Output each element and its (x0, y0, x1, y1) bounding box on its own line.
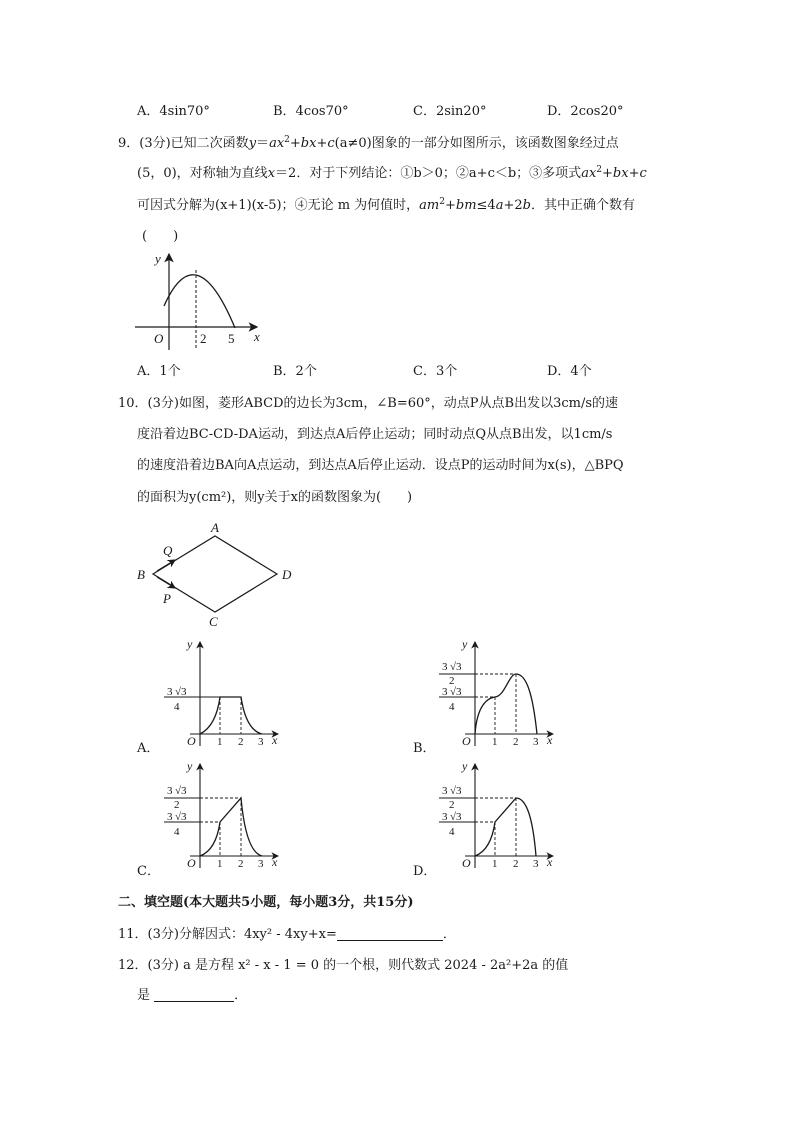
svg-text:√3: √3 (450, 661, 462, 673)
svg-text:y: y (462, 637, 468, 651)
q10-vertex-b: B (137, 567, 145, 582)
q10-p-arrow (157, 577, 175, 588)
svg-text:3: 3 (167, 686, 173, 698)
q9-label-o: O (154, 331, 164, 346)
svg-text:2: 2 (513, 858, 519, 870)
svg-text:4: 4 (449, 701, 455, 713)
q9-line-2: (5，0)，对称轴为直线x＝2．对于下列结论：①b＞0；②a+c＜b；③多项式$ax^2+bx+c$ (137, 165, 647, 181)
q10-graph-c (160, 758, 290, 870)
svg-text:3: 3 (442, 811, 448, 823)
q9-parabola-graph (135, 250, 270, 350)
q10-option-c: C． (137, 864, 160, 879)
q9-prefix: 9．(3分)已知二次函数 (118, 136, 249, 151)
svg-text:O: O (187, 734, 196, 748)
svg-text:x: x (547, 855, 553, 869)
svg-text:x: x (272, 733, 278, 747)
q10-option-a: A． (137, 741, 160, 756)
svg-text:O: O (187, 856, 196, 870)
svg-text:3: 3 (258, 858, 264, 870)
svg-text:2: 2 (238, 858, 244, 870)
q9-label-y: y (155, 251, 161, 266)
q10-line-3: 的速度沿着边BA向A点运动，到达点A后停止运动．设点P的运动时间为x(s)，△BPQ (137, 458, 624, 473)
q11-line (118, 925, 456, 945)
q9-line-3-b: ．其中正确个数有 (530, 198, 635, 213)
q9-line-2-b: ．对于下列结论： (296, 166, 401, 181)
svg-text:4: 4 (449, 826, 455, 838)
q12-end: ． (234, 988, 248, 1003)
q10-line-1: 10．(3分)如图，菱形ABCD的边长为3cm，∠B=60°，动点P从点B出发以3cm/s的速 (118, 396, 618, 411)
q10-graph-b (435, 636, 565, 748)
q9-line-3: 可因式分解为(x+1)(x-5)；④无论 m 为何值时，$am^2+bm\le 4a+2b$．其中正确个数有 (137, 197, 635, 213)
graph-a-curve (200, 697, 262, 734)
svg-text:√3: √3 (175, 686, 187, 698)
q9-conclusion-4: ④无论 m 为何值时， (294, 198, 420, 213)
q10-option-b: B． (413, 741, 436, 756)
q10-graph-d (435, 758, 565, 870)
svg-text:3: 3 (167, 785, 173, 797)
q10-line-4: 的面积为y(cm²)，则y关于x的函数图象为( ) (137, 490, 413, 505)
svg-text:O: O (462, 734, 471, 748)
q8-option-b: B．4cos70° (273, 104, 349, 119)
q9-option-d: D．4个 (547, 364, 592, 379)
q9-label-x: x (254, 329, 260, 344)
section-2-heading: 二、填空题(本大题共5小题，每小题3分，共15分) (118, 895, 414, 910)
svg-text:2: 2 (449, 799, 455, 811)
q9-conclusion-1: ①b＞0； (400, 166, 456, 181)
svg-text:√3: √3 (450, 785, 462, 797)
q9-line-3-a: 可因式分解为(x+1)(x-5)； (137, 198, 295, 213)
q9-answer-paren: ( ) (142, 229, 179, 244)
q10-point-p: P (163, 591, 171, 606)
q12-line-2-text: 是 (137, 988, 151, 1003)
q10-line-2: 度沿着边BC-CD-DA运动，到达点A后停止运动；同时动点Q从点B出发，以1cm/s (137, 427, 613, 442)
svg-text:1: 1 (492, 736, 498, 748)
q9-parabola-curve (164, 275, 235, 328)
svg-text:3: 3 (442, 785, 448, 797)
q9-option-c: C．3个 (413, 364, 458, 379)
svg-text:2: 2 (449, 675, 455, 687)
q9-conclusion-2: ②a+c＜b； (455, 166, 530, 181)
q10-q-arrow (157, 560, 175, 571)
svg-text:3: 3 (167, 811, 173, 823)
svg-text:3: 3 (533, 736, 539, 748)
svg-text:x: x (272, 855, 278, 869)
svg-text:3: 3 (533, 858, 539, 870)
svg-text:4: 4 (174, 826, 180, 838)
q9-line-1-rest: (a≠0)图象的一部分如图所示，该函数图象经过点 (334, 136, 619, 151)
q8-option-a: A．4sin70° (137, 104, 210, 119)
svg-text:1: 1 (217, 858, 223, 870)
svg-text:x: x (547, 733, 553, 747)
q11-text: 11．(3分)分解因式：4xy² - 4xy+x= (118, 927, 337, 942)
q10-point-q: Q (163, 543, 173, 558)
q10-option-d: D． (413, 864, 437, 879)
svg-text:y: y (187, 637, 193, 651)
svg-text:y: y (462, 759, 468, 773)
svg-text:2: 2 (513, 736, 519, 748)
graph-c-curve (200, 798, 262, 856)
svg-text:O: O (462, 856, 471, 870)
q11-answer-blank[interactable] (337, 926, 443, 941)
svg-text:3: 3 (442, 661, 448, 673)
q9-option-a: A．1个 (137, 364, 181, 379)
q8-option-d: D．2cos20° (547, 104, 624, 119)
graph-b-curve (475, 674, 537, 734)
svg-text:√3: √3 (450, 686, 462, 698)
q10-graph-a (160, 636, 290, 748)
svg-text:√3: √3 (175, 785, 187, 797)
q10-vertex-c: C (209, 614, 218, 629)
graph-d-curve (475, 798, 536, 856)
svg-text:3: 3 (442, 686, 448, 698)
q9-conclusion-3: ③多项式 (529, 166, 582, 181)
q12-answer-blank[interactable] (154, 987, 234, 1002)
q8-option-c: C．2sin20° (413, 104, 487, 119)
svg-text:1: 1 (492, 858, 498, 870)
q10-vertex-a: A (211, 520, 219, 535)
q9-option-b: B．2个 (273, 364, 317, 379)
q11-end: ． (442, 927, 456, 942)
q10-rhombus-figure (135, 518, 300, 630)
q12-line-1: 12．(3分) a 是方程 x² - x - 1 = 0 的一个根，则代数式 2024 - 2a²+2a 的值 (118, 958, 569, 973)
svg-text:y: y (187, 759, 193, 773)
svg-text:2: 2 (238, 736, 244, 748)
svg-text:3: 3 (258, 736, 264, 748)
q12-line-2 (137, 986, 247, 1006)
q9-tick-5: 5 (228, 331, 235, 346)
svg-text:4: 4 (174, 701, 180, 713)
svg-text:1: 1 (217, 736, 223, 748)
q9-tick-2: 2 (200, 331, 207, 346)
svg-text:√3: √3 (175, 811, 187, 823)
svg-text:2: 2 (174, 799, 180, 811)
q9-line-1: 9．(3分)已知二次函数$y=ax^2+bx+c(a\ne 0)$图象的一部分如图所示，该函数图象经过点 (118, 135, 619, 151)
q9-line-2-a: (5，0)，对称轴为直线 (137, 166, 268, 181)
q10-vertex-d: D (282, 567, 292, 582)
svg-text:√3: √3 (450, 811, 462, 823)
